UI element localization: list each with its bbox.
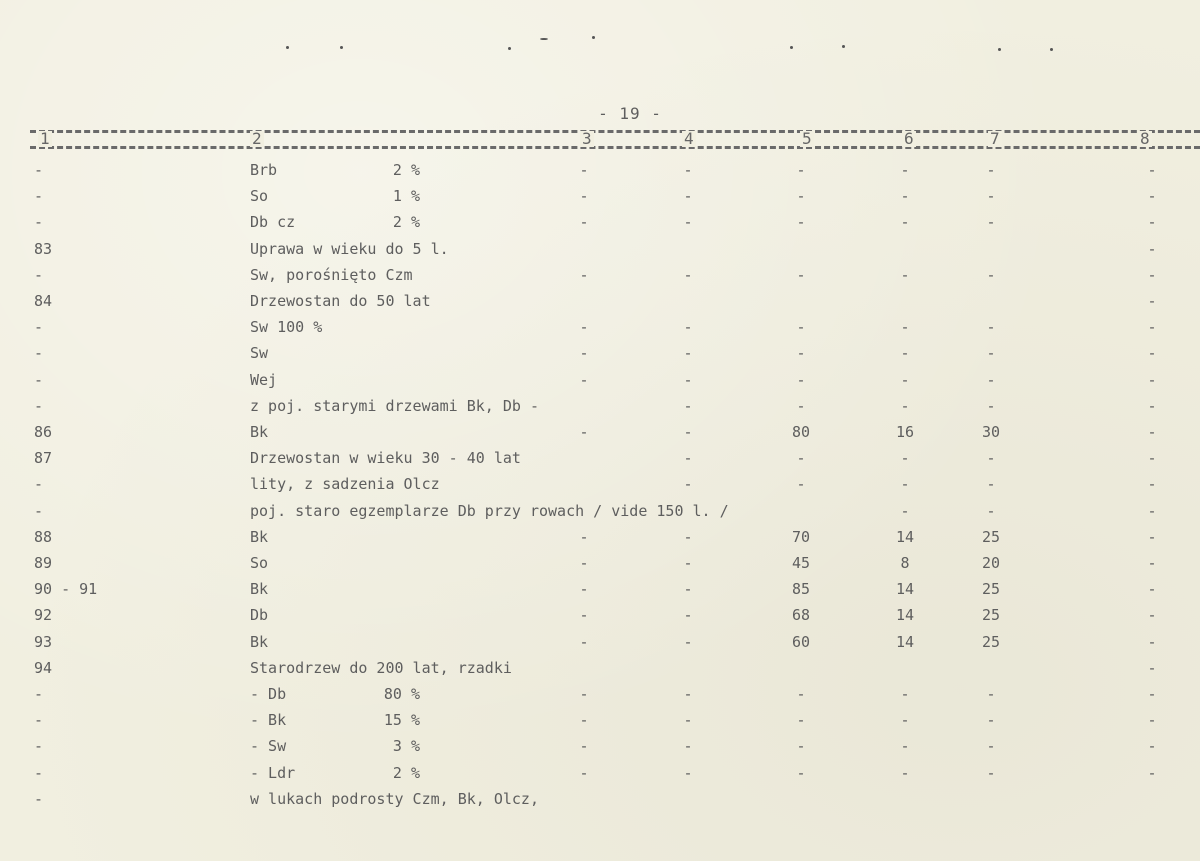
row-number-cell: 84 xyxy=(34,292,53,310)
column-number-6: 6 xyxy=(904,129,914,148)
column-3-cell: - xyxy=(579,632,589,651)
column-6-cell: - xyxy=(900,685,910,703)
column-7-cell: - xyxy=(986,213,996,232)
column-3-cell: - xyxy=(579,423,589,441)
column-5-cell: 80 xyxy=(791,423,811,441)
column-4-cell: - xyxy=(683,396,693,415)
column-6-cell: 14 xyxy=(895,527,915,546)
column-5-cell: - xyxy=(796,161,806,179)
column-4-cell: - xyxy=(683,685,693,703)
column-6-cell: 8 xyxy=(900,554,910,572)
table-row xyxy=(0,524,1200,550)
column-4-cell: - xyxy=(683,318,693,337)
row-number-cell: - xyxy=(34,396,44,415)
column-7-cell: - xyxy=(986,265,996,284)
column-3-cell: - xyxy=(579,554,589,572)
column-5-cell: - xyxy=(796,449,806,468)
table-row xyxy=(0,209,1200,235)
column-4-cell: - xyxy=(683,737,693,756)
row-number-cell: - xyxy=(34,737,44,756)
column-7-cell: - xyxy=(986,161,996,179)
column-5-cell: - xyxy=(796,396,806,415)
row-number-cell: 94 xyxy=(34,658,53,677)
column-5-cell: 60 xyxy=(791,632,811,651)
table-row xyxy=(0,498,1200,524)
column-7-cell: - xyxy=(986,370,996,389)
column-6-cell: 14 xyxy=(895,606,915,625)
column-6-cell: - xyxy=(900,501,910,520)
description-cell: Db cz xyxy=(250,213,296,232)
row-number-cell: - xyxy=(34,265,44,284)
row-number-cell: 92 xyxy=(34,606,53,625)
column-4-cell: - xyxy=(683,213,693,232)
column-number-5: 5 xyxy=(802,129,812,148)
column-8-cell: - xyxy=(1147,527,1157,546)
column-8-cell: - xyxy=(1147,632,1157,651)
description-cell: Drzewostan do 50 lat xyxy=(250,292,431,310)
description-cell: w lukach podrosty Czm, Bk, Olcz, xyxy=(250,789,539,808)
column-3-cell: - xyxy=(579,161,589,179)
column-8-cell: - xyxy=(1147,763,1157,782)
column-4-cell: - xyxy=(683,763,693,782)
column-8-cell: - xyxy=(1147,606,1157,625)
table-row xyxy=(0,314,1200,340)
description-cell: Uprawa w wieku do 5 l. xyxy=(250,239,449,258)
table-row xyxy=(0,786,1200,812)
column-3-cell: - xyxy=(579,318,589,337)
column-8-cell: - xyxy=(1147,187,1157,206)
ink-speck xyxy=(508,47,511,50)
ink-speck xyxy=(1050,48,1053,51)
description-cell: Bk xyxy=(250,580,269,599)
description-cell: - Sw xyxy=(250,737,287,756)
description-cell: poj. staro egzemplarze Db przy rowach / vide 150 l. / xyxy=(250,501,729,520)
table-row xyxy=(0,288,1200,314)
row-number-cell: - xyxy=(34,161,44,179)
row-number-cell: - xyxy=(34,685,44,703)
table-row xyxy=(0,367,1200,393)
row-number-cell: 86 xyxy=(34,423,53,441)
column-number-8: 8 xyxy=(1140,129,1150,148)
column-4-cell: - xyxy=(683,344,693,363)
table-row xyxy=(0,393,1200,419)
column-6-cell: - xyxy=(900,161,910,179)
row-number-cell: - xyxy=(34,763,44,782)
description-cell: Drzewostan w wieku 30 - 40 lat xyxy=(250,449,521,468)
column-3-cell: - xyxy=(579,763,589,782)
share-percent-cell: 1 % xyxy=(392,187,420,206)
row-number-cell: 83 xyxy=(34,239,53,258)
column-8-cell: - xyxy=(1147,658,1157,677)
column-5-cell: - xyxy=(796,318,806,337)
row-number-cell: - xyxy=(34,187,44,206)
column-7-cell: 25 xyxy=(981,632,1001,651)
row-number-cell: 90 - 91 xyxy=(34,580,98,599)
column-4-cell: - xyxy=(683,161,693,179)
column-6-cell: - xyxy=(900,344,910,363)
share-percent-cell: 15 % xyxy=(383,711,420,730)
column-number-7: 7 xyxy=(990,129,1000,148)
column-7-cell: - xyxy=(986,187,996,206)
ink-speck xyxy=(998,48,1001,51)
description-cell: Sw, porośnięto Czm xyxy=(250,265,413,284)
column-5-cell: - xyxy=(796,737,806,756)
ink-speck xyxy=(790,46,793,49)
column-number-4: 4 xyxy=(684,129,694,148)
share-percent-cell: 2 % xyxy=(392,213,420,232)
column-5-cell: - xyxy=(796,213,806,232)
column-3-cell: - xyxy=(579,370,589,389)
column-3-cell: - xyxy=(579,711,589,730)
column-5-cell: - xyxy=(796,685,806,703)
table-row xyxy=(0,340,1200,366)
ink-speck xyxy=(842,45,845,48)
column-8-cell: - xyxy=(1147,501,1157,520)
row-number-cell: 89 xyxy=(34,554,53,572)
column-4-cell: - xyxy=(683,711,693,730)
column-7-cell: 25 xyxy=(981,580,1001,599)
row-number-cell: 87 xyxy=(34,449,53,468)
column-8-cell: - xyxy=(1147,580,1157,599)
column-6-cell: - xyxy=(900,370,910,389)
share-percent-cell: 2 % xyxy=(392,161,420,179)
column-5-cell: - xyxy=(796,187,806,206)
description-cell: Bk xyxy=(250,423,269,441)
column-7-cell: - xyxy=(986,475,996,494)
column-8-cell: - xyxy=(1147,344,1157,363)
row-number-cell: - xyxy=(34,318,44,337)
column-7-cell: - xyxy=(986,449,996,468)
column-3-cell: - xyxy=(579,606,589,625)
column-5-cell: 45 xyxy=(791,554,811,572)
column-6-cell: 14 xyxy=(895,632,915,651)
column-4-cell: - xyxy=(683,580,693,599)
column-4-cell: - xyxy=(683,449,693,468)
column-3-cell: - xyxy=(579,737,589,756)
table-row xyxy=(0,471,1200,497)
column-number-3: 3 xyxy=(582,129,592,148)
table-row xyxy=(0,183,1200,209)
column-6-cell: - xyxy=(900,187,910,206)
column-8-cell: - xyxy=(1147,318,1157,337)
column-8-cell: - xyxy=(1147,161,1157,179)
column-7-cell: - xyxy=(986,711,996,730)
row-number-cell: - xyxy=(34,475,44,494)
column-5-cell: 70 xyxy=(791,527,811,546)
column-3-cell: - xyxy=(579,187,589,206)
description-cell: Bk xyxy=(250,632,269,651)
column-4-cell: - xyxy=(683,606,693,625)
column-6-cell: 16 xyxy=(895,423,915,441)
table-row xyxy=(0,157,1200,183)
table-row xyxy=(0,445,1200,471)
ink-speck xyxy=(540,38,548,40)
column-4-cell: - xyxy=(683,423,693,441)
table-row xyxy=(0,760,1200,786)
column-5-cell: 68 xyxy=(791,606,811,625)
table-row xyxy=(0,629,1200,655)
column-4-cell: - xyxy=(683,554,693,572)
column-3-cell: - xyxy=(579,265,589,284)
column-6-cell: - xyxy=(900,265,910,284)
table-row xyxy=(0,419,1200,445)
description-cell: z poj. starymi drzewami Bk, Db - xyxy=(250,396,539,415)
row-number-cell: - xyxy=(34,213,44,232)
column-4-cell: - xyxy=(683,187,693,206)
column-3-cell: - xyxy=(579,527,589,546)
row-number-cell: - xyxy=(34,370,44,389)
description-cell: Sw 100 % xyxy=(250,318,323,337)
row-number-cell: - xyxy=(34,344,44,363)
ink-speck xyxy=(592,36,595,39)
column-6-cell: 14 xyxy=(895,580,915,599)
column-3-cell: - xyxy=(579,344,589,363)
description-cell: Bk xyxy=(250,527,269,546)
column-4-cell: - xyxy=(683,632,693,651)
description-cell: lity, z sadzenia Olcz xyxy=(250,475,440,494)
table-row xyxy=(0,262,1200,288)
row-number-cell: - xyxy=(34,711,44,730)
table-row xyxy=(0,655,1200,681)
column-3-cell: - xyxy=(579,213,589,232)
column-7-cell: 25 xyxy=(981,527,1001,546)
description-cell: Db xyxy=(250,606,269,625)
column-8-cell: - xyxy=(1147,396,1157,415)
column-4-cell: - xyxy=(683,475,693,494)
ink-speck xyxy=(286,46,289,49)
header-rule-top xyxy=(30,130,1200,133)
description-cell: So xyxy=(250,554,269,572)
table-row xyxy=(0,576,1200,602)
header-rule-bottom xyxy=(30,146,1200,149)
column-8-cell: - xyxy=(1147,213,1157,232)
column-5-cell: - xyxy=(796,763,806,782)
column-5-cell: 85 xyxy=(791,580,811,599)
column-8-cell: - xyxy=(1147,292,1157,310)
column-5-cell: - xyxy=(796,265,806,284)
table-row xyxy=(0,550,1200,576)
table-row xyxy=(0,681,1200,707)
column-6-cell: - xyxy=(900,737,910,756)
column-7-cell: 20 xyxy=(981,554,1001,572)
description-cell: - Ldr xyxy=(250,763,296,782)
description-cell: - Db xyxy=(250,685,287,703)
row-number-cell: 93 xyxy=(34,632,53,651)
column-7-cell: - xyxy=(986,501,996,520)
share-percent-cell: 2 % xyxy=(392,763,420,782)
column-8-cell: - xyxy=(1147,449,1157,468)
column-6-cell: - xyxy=(900,763,910,782)
column-8-cell: - xyxy=(1147,737,1157,756)
description-cell: Starodrzew do 200 lat, rzadki xyxy=(250,658,512,677)
column-7-cell: - xyxy=(986,685,996,703)
column-5-cell: - xyxy=(796,370,806,389)
column-8-cell: - xyxy=(1147,265,1157,284)
description-cell: Brb xyxy=(250,161,278,179)
column-7-cell: - xyxy=(986,318,996,337)
description-cell: - Bk xyxy=(250,711,287,730)
column-3-cell: - xyxy=(579,580,589,599)
column-4-cell: - xyxy=(683,265,693,284)
ink-speck xyxy=(340,46,343,49)
column-7-cell: - xyxy=(986,737,996,756)
column-6-cell: - xyxy=(900,396,910,415)
page-number: - 19 - xyxy=(598,104,662,123)
column-number-2: 2 xyxy=(252,129,262,148)
column-8-cell: - xyxy=(1147,239,1157,258)
column-6-cell: - xyxy=(900,449,910,468)
column-6-cell: - xyxy=(900,475,910,494)
column-7-cell: 30 xyxy=(981,423,1001,441)
column-8-cell: - xyxy=(1147,711,1157,730)
column-5-cell: - xyxy=(796,711,806,730)
column-3-cell: - xyxy=(579,685,589,703)
description-cell: Sw xyxy=(250,344,269,363)
description-cell: So xyxy=(250,187,269,206)
column-6-cell: - xyxy=(900,318,910,337)
column-7-cell: - xyxy=(986,344,996,363)
column-4-cell: - xyxy=(683,370,693,389)
column-6-cell: - xyxy=(900,213,910,232)
share-percent-cell: 3 % xyxy=(392,737,420,756)
column-5-cell: - xyxy=(796,344,806,363)
column-4-cell: - xyxy=(683,527,693,546)
column-7-cell: 25 xyxy=(981,606,1001,625)
column-6-cell: - xyxy=(900,711,910,730)
table-row xyxy=(0,602,1200,628)
column-7-cell: - xyxy=(986,763,996,782)
row-number-cell: 88 xyxy=(34,527,53,546)
table-row xyxy=(0,707,1200,733)
column-8-cell: - xyxy=(1147,554,1157,572)
column-number-1: 1 xyxy=(40,129,50,148)
table-row xyxy=(0,733,1200,759)
column-8-cell: - xyxy=(1147,685,1157,703)
column-8-cell: - xyxy=(1147,370,1157,389)
description-cell: Wej xyxy=(250,370,278,389)
column-7-cell: - xyxy=(986,396,996,415)
column-8-cell: - xyxy=(1147,475,1157,494)
column-8-cell: - xyxy=(1147,423,1157,441)
table-row xyxy=(0,236,1200,262)
column-5-cell: - xyxy=(796,475,806,494)
row-number-cell: - xyxy=(34,501,44,520)
share-percent-cell: 80 % xyxy=(383,685,420,703)
row-number-cell: - xyxy=(34,789,44,808)
